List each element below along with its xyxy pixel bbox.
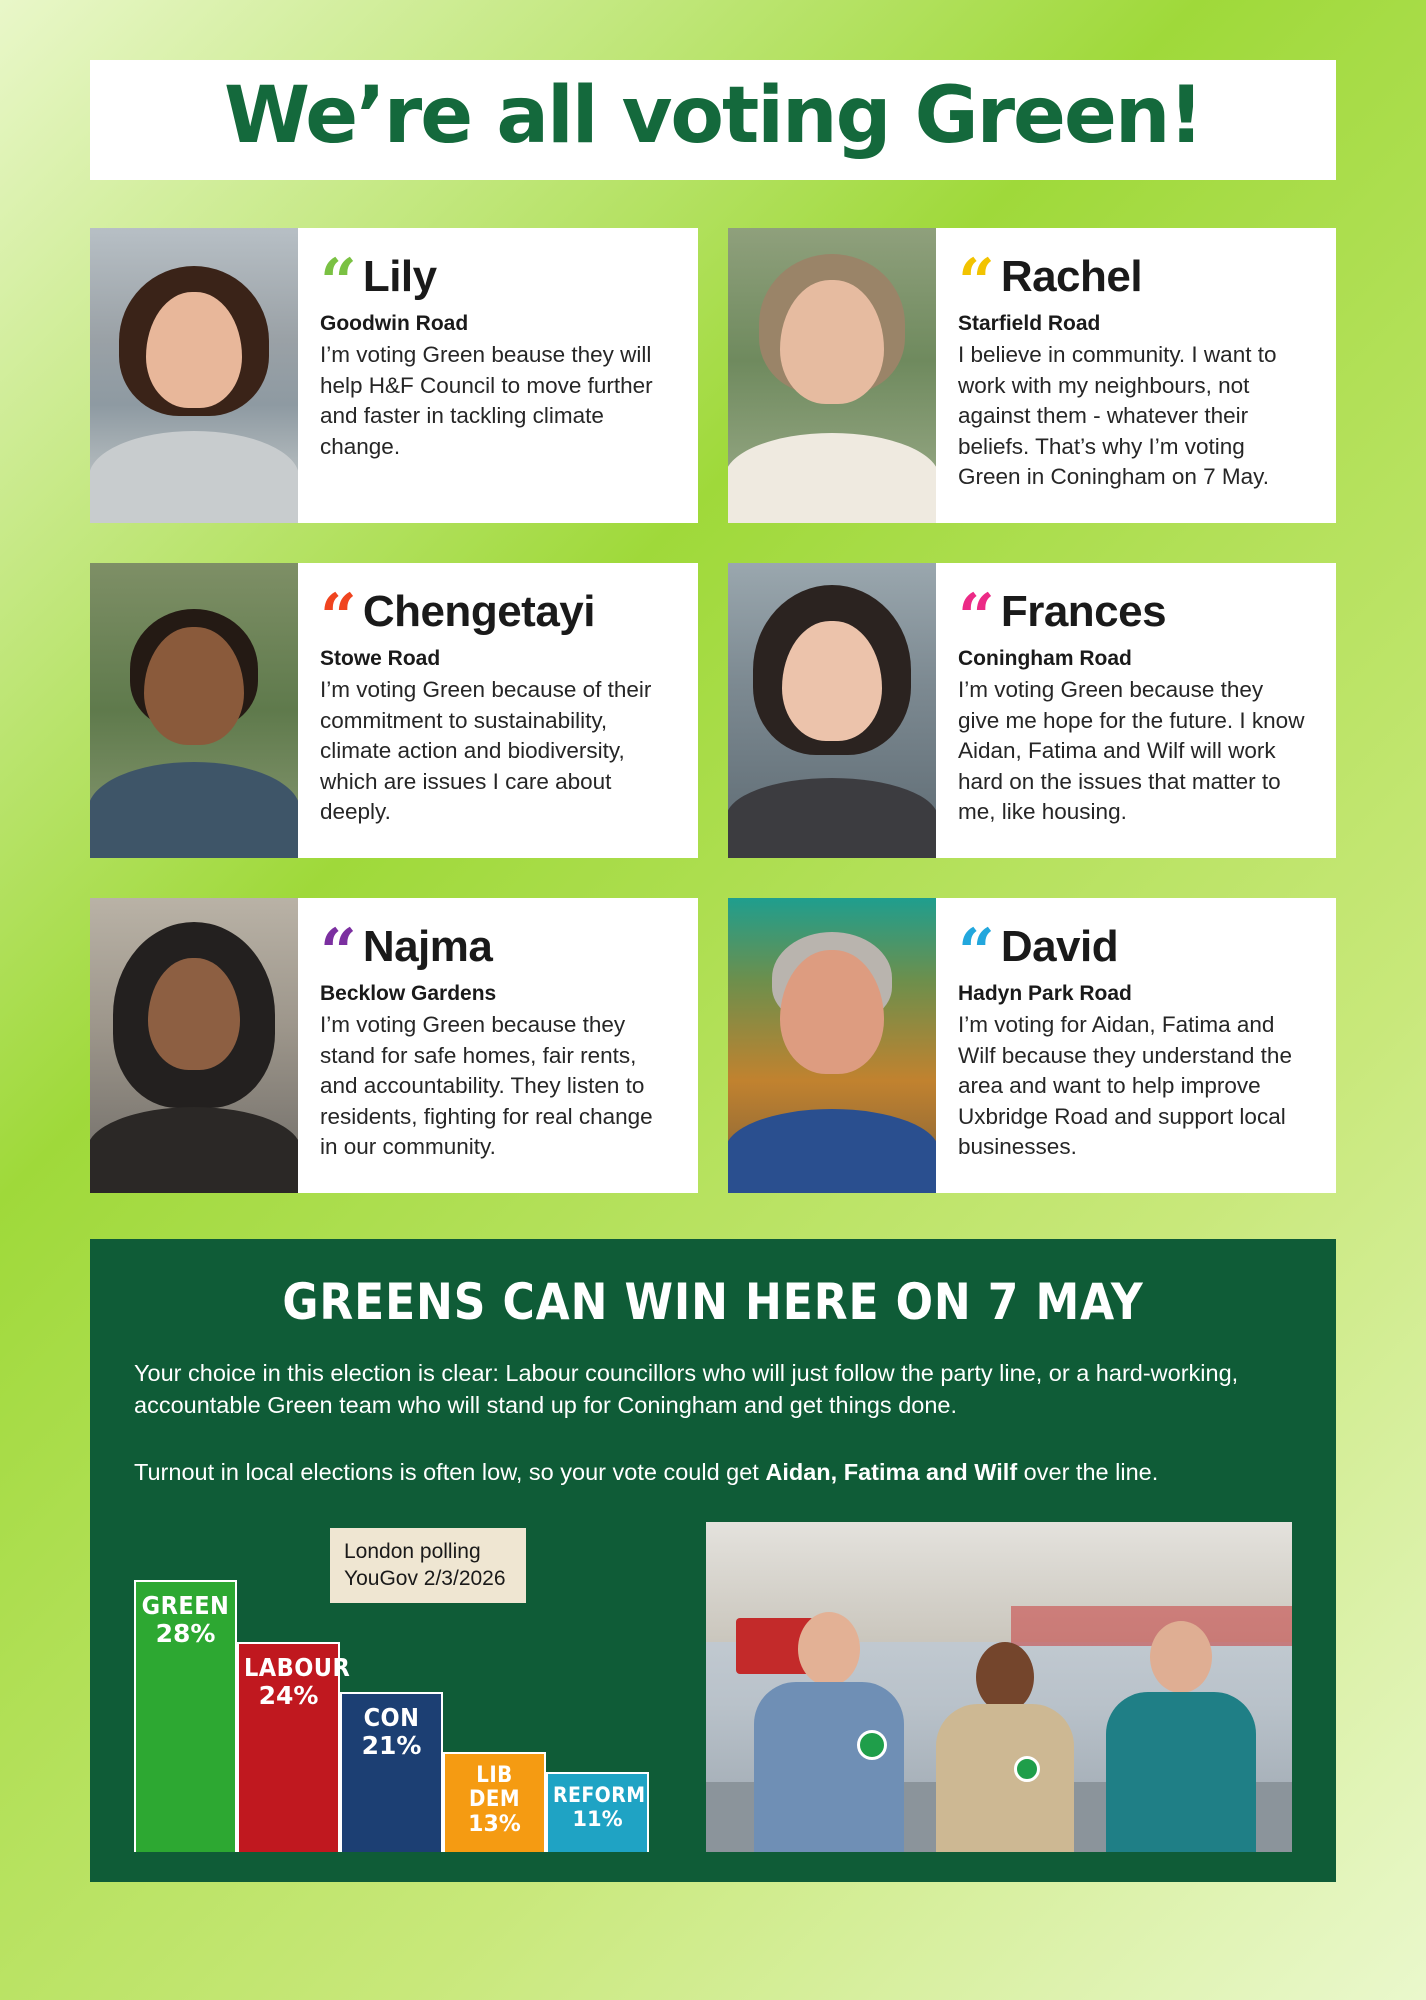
- photo-face: [782, 621, 882, 741]
- testimonial-quote: I’m voting Green beause they will help H&F Council to move further and faster in tackling climate change.: [320, 341, 653, 459]
- photo-face: [144, 627, 244, 745]
- bar-value: 13%: [468, 1811, 521, 1837]
- testimonial-name: Najma: [362, 921, 493, 971]
- candidate-wilf: [1093, 1615, 1269, 1853]
- quote-mark-icon: “: [320, 244, 357, 320]
- bar-labour: [237, 1642, 351, 1852]
- testimonial-quote: I’m voting Green because they stand for safe homes, fair rents, and accountability. They listen to residents, fighting for real change in our community.: [320, 1011, 653, 1160]
- portrait-photo-frances: [728, 563, 936, 858]
- chart-and-photo-row: [134, 1522, 1292, 1852]
- photo-face: [146, 292, 242, 408]
- photo-face: [798, 1612, 860, 1686]
- photo-face: [1150, 1621, 1212, 1693]
- photo-body: [728, 433, 936, 523]
- candidate-team-photo: [706, 1522, 1292, 1852]
- portrait-photo-rachel: [728, 228, 936, 523]
- name-row: [320, 244, 672, 320]
- card-body: [936, 563, 1336, 858]
- testimonial-card: [90, 898, 698, 1193]
- photo-face: [148, 958, 240, 1070]
- name-row: [958, 579, 1310, 655]
- bar-label: GREEN: [141, 1591, 230, 1621]
- greens-can-win-panel: [90, 1239, 1336, 1882]
- page-title: We’re all voting Green!: [224, 71, 1202, 161]
- bar-label: REFORM: [552, 1783, 646, 1808]
- panel-title: GREENS CAN WIN HERE ON 7 MAY: [282, 1272, 1144, 1331]
- testimonial-card: [90, 563, 698, 858]
- photo-body: [90, 431, 298, 523]
- panel-paragraph-2-after: over the line.: [1017, 1458, 1159, 1485]
- portrait-photo-chengetayi: [90, 563, 298, 858]
- photo-body: [728, 778, 936, 858]
- testimonial-card: [90, 228, 698, 523]
- testimonial-grid: [90, 228, 1336, 1193]
- testimonial-quote: I’m voting for Aidan, Fatima and Wilf because they understand the area and want to help improve Uxbridge Road and support local businesses.: [958, 1011, 1292, 1160]
- name-row: [958, 914, 1310, 990]
- quote-mark-icon: “: [958, 914, 995, 990]
- quote-mark-icon: “: [958, 244, 995, 320]
- card-body: [298, 563, 698, 858]
- bar-value: 11%: [572, 1806, 623, 1831]
- testimonial-card: [728, 228, 1336, 523]
- bar-value: 28%: [155, 1619, 216, 1649]
- photo-face: [780, 280, 884, 404]
- quote-mark-icon: “: [320, 914, 357, 990]
- name-row: [320, 914, 672, 990]
- testimonial-street: Starfield Road: [958, 311, 1101, 335]
- card-body: [298, 898, 698, 1193]
- quote-mark-icon: “: [958, 579, 995, 655]
- bar-label: LIB DEM: [468, 1763, 521, 1812]
- bar-value: 21%: [361, 1731, 422, 1761]
- photo-face: [976, 1642, 1034, 1712]
- green-rosette-icon: [1014, 1756, 1040, 1782]
- testimonial-card: [728, 563, 1336, 858]
- bar-label: LABOUR: [243, 1653, 351, 1683]
- card-body: [298, 228, 698, 523]
- headline-band: [90, 60, 1336, 180]
- testimonial-quote: I’m voting Green because of their commitment to sustainability, climate action and biodiversity, which are issues I care about deeply.: [320, 676, 652, 825]
- candidate-fatima: [929, 1634, 1081, 1852]
- panel-paragraph-2-before: Turnout in local elections is often low, so your vote could get: [134, 1458, 766, 1485]
- poll-source-note: London polling YouGov 2/3/2026: [330, 1528, 526, 1603]
- bar-lib-dem: [443, 1752, 546, 1852]
- testimonial-street: Stowe Road: [320, 646, 441, 670]
- testimonial-quote: I believe in community. I want to work with my neighbours, not against them - whatever their beliefs. That’s why I’m voting Green in Coningham on 7 May.: [958, 341, 1277, 490]
- testimonial-name: Chengetayi: [362, 586, 595, 636]
- photo-body: [728, 1109, 936, 1193]
- testimonial-name: Frances: [1000, 586, 1167, 636]
- panel-paragraph-2: [134, 1456, 1292, 1488]
- bar-reform: [546, 1772, 649, 1852]
- photo-face: [780, 950, 884, 1074]
- testimonial-quote: I’m voting Green because they give me hope for the future. I know Aidan, Fatima and Wilf will work hard on the issues that matter to me, like housing.: [958, 676, 1305, 825]
- testimonial-street: Goodwin Road: [320, 311, 469, 335]
- card-body: [936, 898, 1336, 1193]
- name-row: [958, 244, 1310, 320]
- bar-con: [340, 1692, 443, 1852]
- testimonial-street: Hadyn Park Road: [958, 981, 1132, 1005]
- testimonial-street: Becklow Gardens: [320, 981, 497, 1005]
- photo-body: [936, 1704, 1074, 1852]
- testimonial-card: [728, 898, 1336, 1193]
- testimonial-street: Coningham Road: [958, 646, 1132, 670]
- bar-label: CON: [363, 1703, 420, 1733]
- testimonial-name: David: [1000, 921, 1119, 971]
- portrait-photo-david: [728, 898, 936, 1193]
- photo-body: [754, 1682, 904, 1852]
- candidate-aidan: [741, 1608, 917, 1852]
- card-body: [936, 228, 1336, 523]
- panel-paragraph-1: Your choice in this election is clear: Labour councillors who will just follow the party line, or a hard-working, accountable Green team who will stand up for Coningham and get things done.: [134, 1359, 1239, 1419]
- testimonial-name: Lily: [362, 251, 437, 301]
- polling-bar-chart: [134, 1522, 664, 1852]
- name-row: [320, 579, 672, 655]
- testimonial-name: Rachel: [1000, 251, 1143, 301]
- photo-body: [1106, 1692, 1256, 1852]
- bar-value: 24%: [258, 1681, 319, 1711]
- photo-body: [90, 1107, 298, 1193]
- quote-mark-icon: “: [320, 579, 357, 655]
- portrait-photo-lily: [90, 228, 298, 523]
- photo-body: [90, 762, 298, 858]
- portrait-photo-najma: [90, 898, 298, 1193]
- candidate-names: Aidan, Fatima and Wilf: [765, 1458, 1018, 1485]
- bar-green: [134, 1580, 237, 1852]
